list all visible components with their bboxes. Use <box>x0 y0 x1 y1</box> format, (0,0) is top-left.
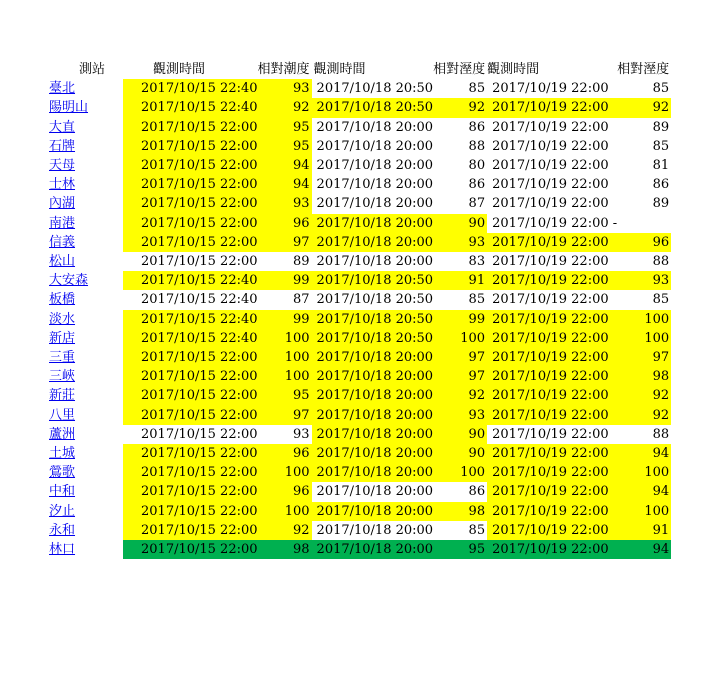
station-cell <box>47 290 123 309</box>
time-cell-3: 2017/10/19 22:00 <box>487 310 617 329</box>
humidity-cell-3: 94 <box>617 540 671 559</box>
time-cell-3: 2017/10/19 22:00 <box>487 137 617 156</box>
station-link[interactable]: 土城 <box>49 446 76 462</box>
humidity-cell-3: 85 <box>617 290 671 309</box>
humidity-cell-2: 86 <box>433 118 487 137</box>
humidity-cell-1: 100 <box>258 463 312 482</box>
humidity-cell-1: 93 <box>258 79 312 98</box>
humidity-cell-3 <box>617 214 671 233</box>
station-cell <box>47 521 123 540</box>
humidity-cell-2: 86 <box>433 482 487 501</box>
time-cell-3: 2017/10/19 22:00 <box>487 540 617 559</box>
time-cell-2: 2017/10/18 20:00 <box>312 386 434 405</box>
table-row <box>47 329 671 348</box>
time-cell-1: 2017/10/15 22:00 <box>123 156 258 175</box>
time-cell-1: 2017/10/15 22:40 <box>123 329 258 348</box>
time-cell-1: 2017/10/15 22:40 <box>123 98 258 117</box>
time-cell-1: 2017/10/15 22:00 <box>123 214 258 233</box>
table-row <box>47 444 671 463</box>
time-cell-2: 2017/10/18 20:00 <box>312 521 434 540</box>
time-cell-1: 2017/10/15 22:00 <box>123 521 258 540</box>
time-cell-1: 2017/10/15 22:00 <box>123 367 258 386</box>
station-cell <box>47 367 123 386</box>
time-cell-3: 2017/10/19 22:00 <box>487 367 617 386</box>
station-link[interactable]: 永和 <box>49 522 76 538</box>
table-row <box>47 290 671 309</box>
humidity-cell-1: 96 <box>258 444 312 463</box>
humidity-cell-3: 100 <box>617 463 671 482</box>
station-link[interactable]: 石牌 <box>49 138 76 154</box>
time-cell-2: 2017/10/18 20:00 <box>312 463 434 482</box>
header-time-2: 觀測時間 <box>313 62 366 77</box>
station-cell <box>47 502 123 521</box>
humidity-cell-1: 95 <box>258 386 312 405</box>
humidity-cell-1: 99 <box>258 310 312 329</box>
station-link[interactable]: 鶯歌 <box>49 465 76 481</box>
station-link[interactable]: 汐止 <box>49 503 76 519</box>
station-cell <box>47 118 123 137</box>
station-link[interactable]: 板橋 <box>49 292 76 308</box>
time-cell-3: 2017/10/19 22:00 <box>487 252 617 271</box>
table-row <box>47 252 671 271</box>
table-row <box>47 175 671 194</box>
time-cell-2: 2017/10/18 20:00 <box>312 444 434 463</box>
humidity-cell-2: 86 <box>433 175 487 194</box>
time-cell-1: 2017/10/15 22:00 <box>123 386 258 405</box>
table-row <box>47 386 671 405</box>
header-humidity-3: 相對溼度 <box>617 62 670 77</box>
humidity-cell-2: 85 <box>433 521 487 540</box>
time-cell-2: 2017/10/18 20:00 <box>312 233 434 252</box>
humidity-cell-1: 95 <box>258 118 312 137</box>
time-cell-3: 2017/10/19 22:00 <box>487 290 617 309</box>
humidity-cell-3: 85 <box>617 137 671 156</box>
station-link[interactable]: 陽明山 <box>49 100 89 116</box>
table-row <box>47 156 671 175</box>
time-cell-2: 2017/10/18 20:50 <box>312 310 434 329</box>
humidity-cell-3: 92 <box>617 386 671 405</box>
time-cell-2: 2017/10/18 20:50 <box>312 98 434 117</box>
humidity-cell-1: 100 <box>258 348 312 367</box>
humidity-cell-1: 95 <box>258 137 312 156</box>
station-cell <box>47 463 123 482</box>
humidity-cell-1: 100 <box>258 329 312 348</box>
humidity-cell-1: 94 <box>258 156 312 175</box>
header-humidity-2: 相對溼度 <box>433 62 486 77</box>
header-station: 測站 <box>78 62 105 77</box>
humidity-cell-3: 88 <box>617 252 671 271</box>
table-row <box>47 425 671 444</box>
humidity-cell-3: 100 <box>617 502 671 521</box>
humidity-cell-1: 100 <box>258 502 312 521</box>
table-row <box>47 98 671 117</box>
humidity-cell-2: 95 <box>433 540 487 559</box>
station-cell <box>47 175 123 194</box>
humidity-cell-2: 91 <box>433 271 487 290</box>
station-link[interactable]: 三重 <box>49 350 76 366</box>
humidity-cell-3: 91 <box>617 521 671 540</box>
time-cell-2: 2017/10/18 20:50 <box>312 290 434 309</box>
humidity-cell-3: 89 <box>617 118 671 137</box>
station-link[interactable]: 大直 <box>49 119 76 135</box>
time-cell-1: 2017/10/15 22:00 <box>123 137 258 156</box>
time-cell-3: 2017/10/19 22:00 <box>487 329 617 348</box>
station-cell <box>47 329 123 348</box>
humidity-table <box>47 60 671 559</box>
station-link[interactable]: 松山 <box>49 254 76 270</box>
humidity-cell-3: 96 <box>617 233 671 252</box>
table-row <box>47 194 671 213</box>
time-cell-3: 2017/10/19 22:00 <box>487 348 617 367</box>
header-row <box>47 60 671 79</box>
time-cell-3: 2017/10/19 22:00 <box>487 271 617 290</box>
table-row <box>47 348 671 367</box>
humidity-cell-3: 93 <box>617 271 671 290</box>
time-cell-3: 2017/10/19 22:00 <box>487 502 617 521</box>
table-row <box>47 137 671 156</box>
humidity-cell-1: 100 <box>258 367 312 386</box>
humidity-cell-2: 93 <box>433 406 487 425</box>
time-cell-2: 2017/10/18 20:50 <box>312 79 434 98</box>
humidity-cell-1: 92 <box>258 521 312 540</box>
station-cell <box>47 386 123 405</box>
station-link[interactable]: 淡水 <box>49 311 76 327</box>
station-link[interactable]: 新店 <box>49 330 76 346</box>
humidity-cell-1: 92 <box>258 98 312 117</box>
station-cell <box>47 79 123 98</box>
time-cell-1: 2017/10/15 22:40 <box>123 271 258 290</box>
station-cell <box>47 406 123 425</box>
table-row <box>47 271 671 290</box>
time-cell-2: 2017/10/18 20:00 <box>312 194 434 213</box>
humidity-cell-2: 85 <box>433 290 487 309</box>
time-cell-2: 2017/10/18 20:00 <box>312 482 434 501</box>
station-cell <box>47 348 123 367</box>
humidity-cell-2: 88 <box>433 137 487 156</box>
time-cell-3: 2017/10/19 22:00 <box>487 463 617 482</box>
header-time-1: 觀測時間 <box>153 62 206 77</box>
station-link[interactable]: 林口 <box>49 542 76 558</box>
humidity-cell-3: 100 <box>617 310 671 329</box>
time-cell-2: 2017/10/18 20:00 <box>312 175 434 194</box>
station-link[interactable]: 天母 <box>49 158 76 174</box>
time-cell-2: 2017/10/18 20:00 <box>312 502 434 521</box>
humidity-cell-3: 85 <box>617 79 671 98</box>
humidity-cell-2: 100 <box>433 463 487 482</box>
humidity-cell-1: 93 <box>258 194 312 213</box>
station-link[interactable]: 八里 <box>49 407 76 423</box>
station-cell <box>47 425 123 444</box>
humidity-cell-3: 97 <box>617 348 671 367</box>
humidity-cell-3: 98 <box>617 367 671 386</box>
station-link[interactable]: 新莊 <box>49 388 76 404</box>
time-cell-2: 2017/10/18 20:00 <box>312 540 434 559</box>
humidity-cell-1: 87 <box>258 290 312 309</box>
humidity-cell-3: 88 <box>617 425 671 444</box>
humidity-cell-3: 86 <box>617 175 671 194</box>
station-cell <box>47 271 123 290</box>
station-cell <box>47 137 123 156</box>
humidity-cell-3: 92 <box>617 98 671 117</box>
time-cell-3: 2017/10/19 22:00 <box>487 98 617 117</box>
table-row <box>47 463 671 482</box>
humidity-cell-1: 97 <box>258 233 312 252</box>
humidity-cell-1: 98 <box>258 540 312 559</box>
humidity-cell-2: 92 <box>433 386 487 405</box>
time-cell-2: 2017/10/18 20:00 <box>312 137 434 156</box>
time-cell-3: 2017/10/19 22:00 <box>487 444 617 463</box>
humidity-cell-3: 89 <box>617 194 671 213</box>
station-cell <box>47 444 123 463</box>
humidity-cell-2: 100 <box>433 329 487 348</box>
time-cell-2: 2017/10/18 20:00 <box>312 425 434 444</box>
time-cell-1: 2017/10/15 22:00 <box>123 175 258 194</box>
header-humidity-1: 相對潮度 <box>257 62 310 77</box>
humidity-cell-1: 94 <box>258 175 312 194</box>
table-row <box>47 79 671 98</box>
time-cell-3: 2017/10/19 22:00 <box>487 425 617 444</box>
station-link[interactable]: 三峽 <box>49 369 76 385</box>
station-link[interactable]: 中和 <box>49 484 76 500</box>
station-cell <box>47 156 123 175</box>
station-cell <box>47 482 123 501</box>
table-row <box>47 482 671 501</box>
table-row <box>47 367 671 386</box>
time-cell-3: 2017/10/19 22:00 <box>487 386 617 405</box>
time-cell-1: 2017/10/15 22:00 <box>123 252 258 271</box>
humidity-cell-2: 80 <box>433 156 487 175</box>
humidity-cell-1: 99 <box>258 271 312 290</box>
time-cell-3: 2017/10/19 22:00 <box>487 79 617 98</box>
table-row <box>47 502 671 521</box>
station-link[interactable]: 士林 <box>49 177 76 193</box>
humidity-cell-2: 85 <box>433 79 487 98</box>
humidity-cell-3: 94 <box>617 482 671 501</box>
time-cell-2: 2017/10/18 20:00 <box>312 348 434 367</box>
humidity-cell-2: 87 <box>433 194 487 213</box>
station-link[interactable]: 信義 <box>49 234 76 250</box>
time-cell-1: 2017/10/15 22:00 <box>123 348 258 367</box>
station-link[interactable]: 臺北 <box>49 81 76 97</box>
station-cell <box>47 98 123 117</box>
time-cell-3: 2017/10/19 22:00 <box>487 482 617 501</box>
time-cell-1: 2017/10/15 22:00 <box>123 502 258 521</box>
time-cell-2: 2017/10/18 20:00 <box>312 214 434 233</box>
time-cell-1: 2017/10/15 22:00 <box>123 482 258 501</box>
time-cell-1: 2017/10/15 22:00 <box>123 233 258 252</box>
humidity-cell-1: 89 <box>258 252 312 271</box>
time-cell-2: 2017/10/18 20:00 <box>312 406 434 425</box>
humidity-cell-3: 81 <box>617 156 671 175</box>
time-cell-3: 2017/10/19 22:00 <box>487 406 617 425</box>
station-link[interactable]: 大安森 <box>49 273 89 289</box>
humidity-cell-3: 92 <box>617 406 671 425</box>
header-time-3: 觀測時間 <box>487 62 540 77</box>
table-row <box>47 310 671 329</box>
table-row <box>47 233 671 252</box>
humidity-cell-2: 93 <box>433 233 487 252</box>
time-cell-1: 2017/10/15 22:40 <box>123 310 258 329</box>
humidity-cell-2: 90 <box>433 425 487 444</box>
humidity-cell-3: 94 <box>617 444 671 463</box>
station-link[interactable]: 南港 <box>49 215 76 231</box>
time-cell-2: 2017/10/18 20:50 <box>312 329 434 348</box>
humidity-cell-2: 90 <box>433 214 487 233</box>
station-link[interactable]: 內湖 <box>49 196 76 212</box>
time-cell-1: 2017/10/15 22:00 <box>123 406 258 425</box>
humidity-cell-2: 90 <box>433 444 487 463</box>
time-cell-3: 2017/10/19 22:00 <box>487 118 617 137</box>
time-cell-1: 2017/10/15 22:00 <box>123 194 258 213</box>
station-cell <box>47 310 123 329</box>
station-cell <box>47 252 123 271</box>
table-row <box>47 406 671 425</box>
time-cell-3: 2017/10/19 22:00 - <box>487 214 617 233</box>
table-row <box>47 540 671 559</box>
time-cell-3: 2017/10/19 22:00 <box>487 521 617 540</box>
humidity-cell-2: 92 <box>433 98 487 117</box>
time-cell-3: 2017/10/19 22:00 <box>487 156 617 175</box>
time-cell-3: 2017/10/19 22:00 <box>487 194 617 213</box>
time-cell-1: 2017/10/15 22:00 <box>123 444 258 463</box>
table-row <box>47 214 671 233</box>
time-cell-2: 2017/10/18 20:00 <box>312 367 434 386</box>
humidity-cell-2: 97 <box>433 348 487 367</box>
station-cell <box>47 540 123 559</box>
humidity-cell-2: 97 <box>433 367 487 386</box>
humidity-cell-1: 97 <box>258 406 312 425</box>
humidity-cell-1: 96 <box>258 482 312 501</box>
humidity-cell-2: 98 <box>433 502 487 521</box>
time-cell-1: 2017/10/15 22:00 <box>123 425 258 444</box>
time-cell-1: 2017/10/15 22:40 <box>123 79 258 98</box>
time-cell-2: 2017/10/18 20:00 <box>312 118 434 137</box>
humidity-cell-1: 93 <box>258 425 312 444</box>
station-cell <box>47 214 123 233</box>
station-cell <box>47 194 123 213</box>
time-cell-1: 2017/10/15 22:40 <box>123 290 258 309</box>
time-cell-3: 2017/10/19 22:00 <box>487 233 617 252</box>
time-cell-1: 2017/10/15 22:00 <box>123 540 258 559</box>
humidity-cell-2: 99 <box>433 310 487 329</box>
humidity-cell-2: 83 <box>433 252 487 271</box>
time-cell-2: 2017/10/18 20:00 <box>312 252 434 271</box>
humidity-cell-3: 100 <box>617 329 671 348</box>
time-cell-2: 2017/10/18 20:50 <box>312 271 434 290</box>
time-cell-1: 2017/10/15 22:00 <box>123 463 258 482</box>
table-row <box>47 521 671 540</box>
station-link[interactable]: 蘆洲 <box>49 426 76 442</box>
time-cell-1: 2017/10/15 22:00 <box>123 118 258 137</box>
time-cell-3: 2017/10/19 22:00 <box>487 175 617 194</box>
time-cell-2: 2017/10/18 20:00 <box>312 156 434 175</box>
humidity-cell-1: 96 <box>258 214 312 233</box>
station-cell <box>47 233 123 252</box>
table-row <box>47 118 671 137</box>
